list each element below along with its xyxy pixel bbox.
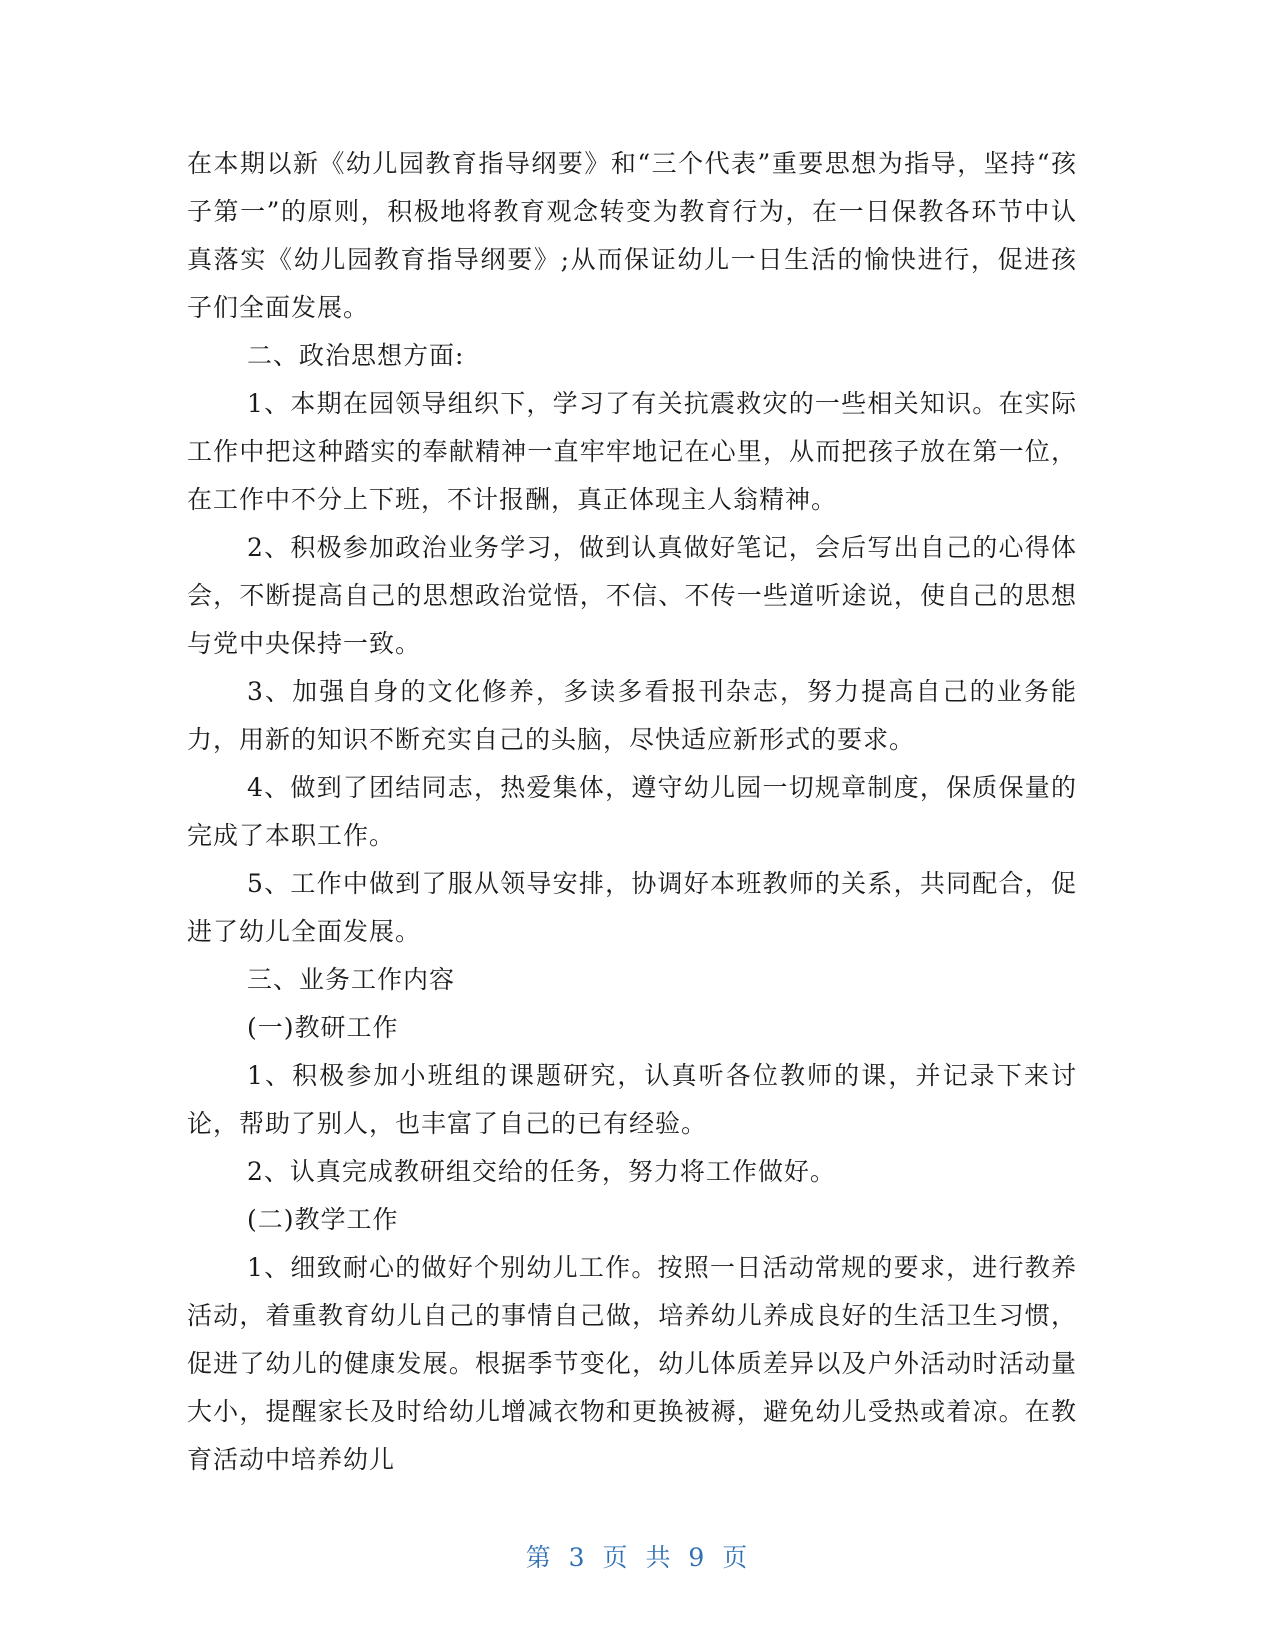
paragraph-political-3: 3、加强自身的文化修养，多读多看报刊杂志，努力提高自己的业务能力，用新的知识不断充实自己的头脑，尽快适应新形式的要求。: [187, 677, 1077, 754]
paragraph-political-5: 5、工作中做到了服从领导安排，协调好本班教师的关系，共同配合，促进了幼儿全面发展。: [187, 869, 1077, 946]
section-heading-political: 二、政治思想方面:: [247, 341, 465, 370]
paragraph-research-1: 1、积极参加小班组的课题研究，认真听各位教师的课，并记录下来讨论，帮助了别人，也丰富了自己的已有经验。: [187, 1061, 1077, 1138]
paragraph-intro-continued: 在本期以新《幼儿园教育指导纲要》和“三个代表”重要思想为指导，坚持“孩子第一”的原则，积极地将教育观念转变为教育行为，在一日保教各环节中认真落实《幼儿园教育指导纲要》;从而保证幼儿一日生活的愉快进行，促进孩子们全面发展。: [187, 149, 1077, 322]
document-body: [187, 140, 1077, 1484]
paragraph-political-2: 2、积极参加政治业务学习，做到认真做好笔记，会后写出自己的心得体会，不断提高自己的思想政治觉悟，不信、不传一些道听途说，使自己的思想与党中央保持一致。: [187, 533, 1077, 658]
paragraph-research-2: 2、认真完成教研组交给的任务，努力将工作做好。: [247, 1157, 836, 1186]
page-number-footer: 第 3 页 共 9 页: [525, 1543, 750, 1572]
section-heading-work-content: 三、业务工作内容: [247, 965, 456, 994]
paragraph-political-1: 1、本期在园领导组织下，学习了有关抗震救灾的一些相关知识。在实际工作中把这种踏实的奉献精神一直牢牢地记在心里，从而把孩子放在第一位，在工作中不分上下班，不计报酬，真正体现主人翁精神。: [187, 389, 1077, 514]
subsection-heading-research: (一)教研工作: [247, 1013, 399, 1042]
paragraph-teaching-1: 1、细致耐心的做好个别幼儿工作。按照一日活动常规的要求，进行教养活动，着重教育幼儿自己的事情自己做，培养幼儿养成良好的生活卫生习惯，促进了幼儿的健康发展。根据季节变化，幼儿体质差异以及户外活动时活动量大小，提醒家长及时给幼儿增减衣物和更换被褥，避免幼儿受热或着凉。在教育活动中培养幼儿: [187, 1253, 1077, 1474]
paragraph-political-4: 4、做到了团结同志，热爱集体，遵守幼儿园一切规章制度，保质保量的完成了本职工作。: [187, 773, 1077, 850]
subsection-heading-teaching: (二)教学工作: [247, 1205, 399, 1234]
